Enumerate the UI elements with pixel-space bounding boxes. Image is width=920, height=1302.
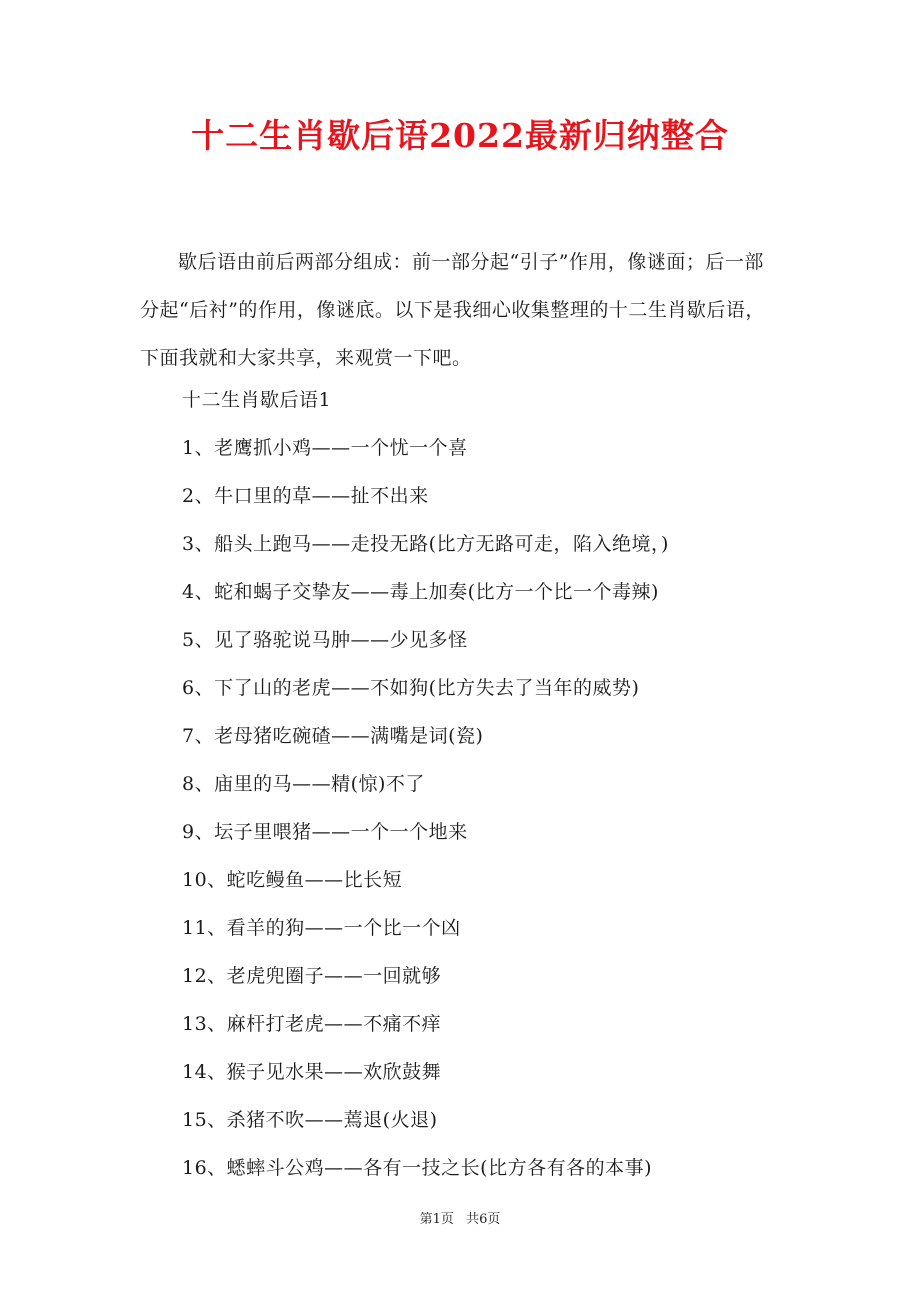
list-item: 16、蟋蟀斗公鸡——各有一技之长(比方各有各的本事) <box>182 1157 653 1179</box>
list-item: 9、坛子里喂猪——一个一个地来 <box>182 821 468 843</box>
intro-paragraph: 歇后语由前后两部分组成：前一部分起“引子”作用，像谜面；后一部分起“后衬”的作用，像谜底。以下是我细心收集整理的十二生肖歇后语，下面我就和大家共享，来观赏一下吧。 <box>140 251 765 369</box>
list-item: 13、麻杆打老虎——不痛不痒 <box>182 1013 442 1035</box>
list-item: 6、下了山的老虎——不如狗(比方失去了当年的威势) <box>182 677 640 699</box>
page-footer <box>0 1208 920 1227</box>
list-item: 7、老母猪吃碗碴——满嘴是词(瓷) <box>182 725 484 747</box>
list-item: 5、见了骆驼说马肿——少见多怪 <box>182 629 468 651</box>
list-item: 2、牛口里的草——扯不出来 <box>182 485 429 507</box>
list-item: 1、老鹰抓小鸡——一个忧一个喜 <box>182 437 468 459</box>
list-item: 3、船头上跑马——走投无路(比方无路可走，陷入绝境，) <box>182 533 669 555</box>
section-heading: 十二生肖歇后语1 <box>182 389 332 411</box>
list-item: 15、杀猪不吹——蔫退(火退) <box>182 1109 438 1131</box>
page-number: 第1页 <box>419 1212 454 1227</box>
list-item: 10、蛇吃鳗鱼——比长短 <box>182 869 403 891</box>
list-item: 8、庙里的马——精(惊)不了 <box>182 773 425 795</box>
page-total: 共6页 <box>466 1212 501 1227</box>
list-item: 11、看羊的狗——一个比一个凶 <box>182 917 461 939</box>
list-item: 12、老虎兜圈子——一回就够 <box>182 965 442 987</box>
list-item: 4、蛇和蝎子交挚友——毒上加奏(比方一个比一个毒辣) <box>182 581 659 603</box>
list-item: 14、猴子见水果——欢欣鼓舞 <box>182 1061 442 1083</box>
document-title: 十二生肖歇后语2022最新归纳整合 <box>191 116 729 155</box>
